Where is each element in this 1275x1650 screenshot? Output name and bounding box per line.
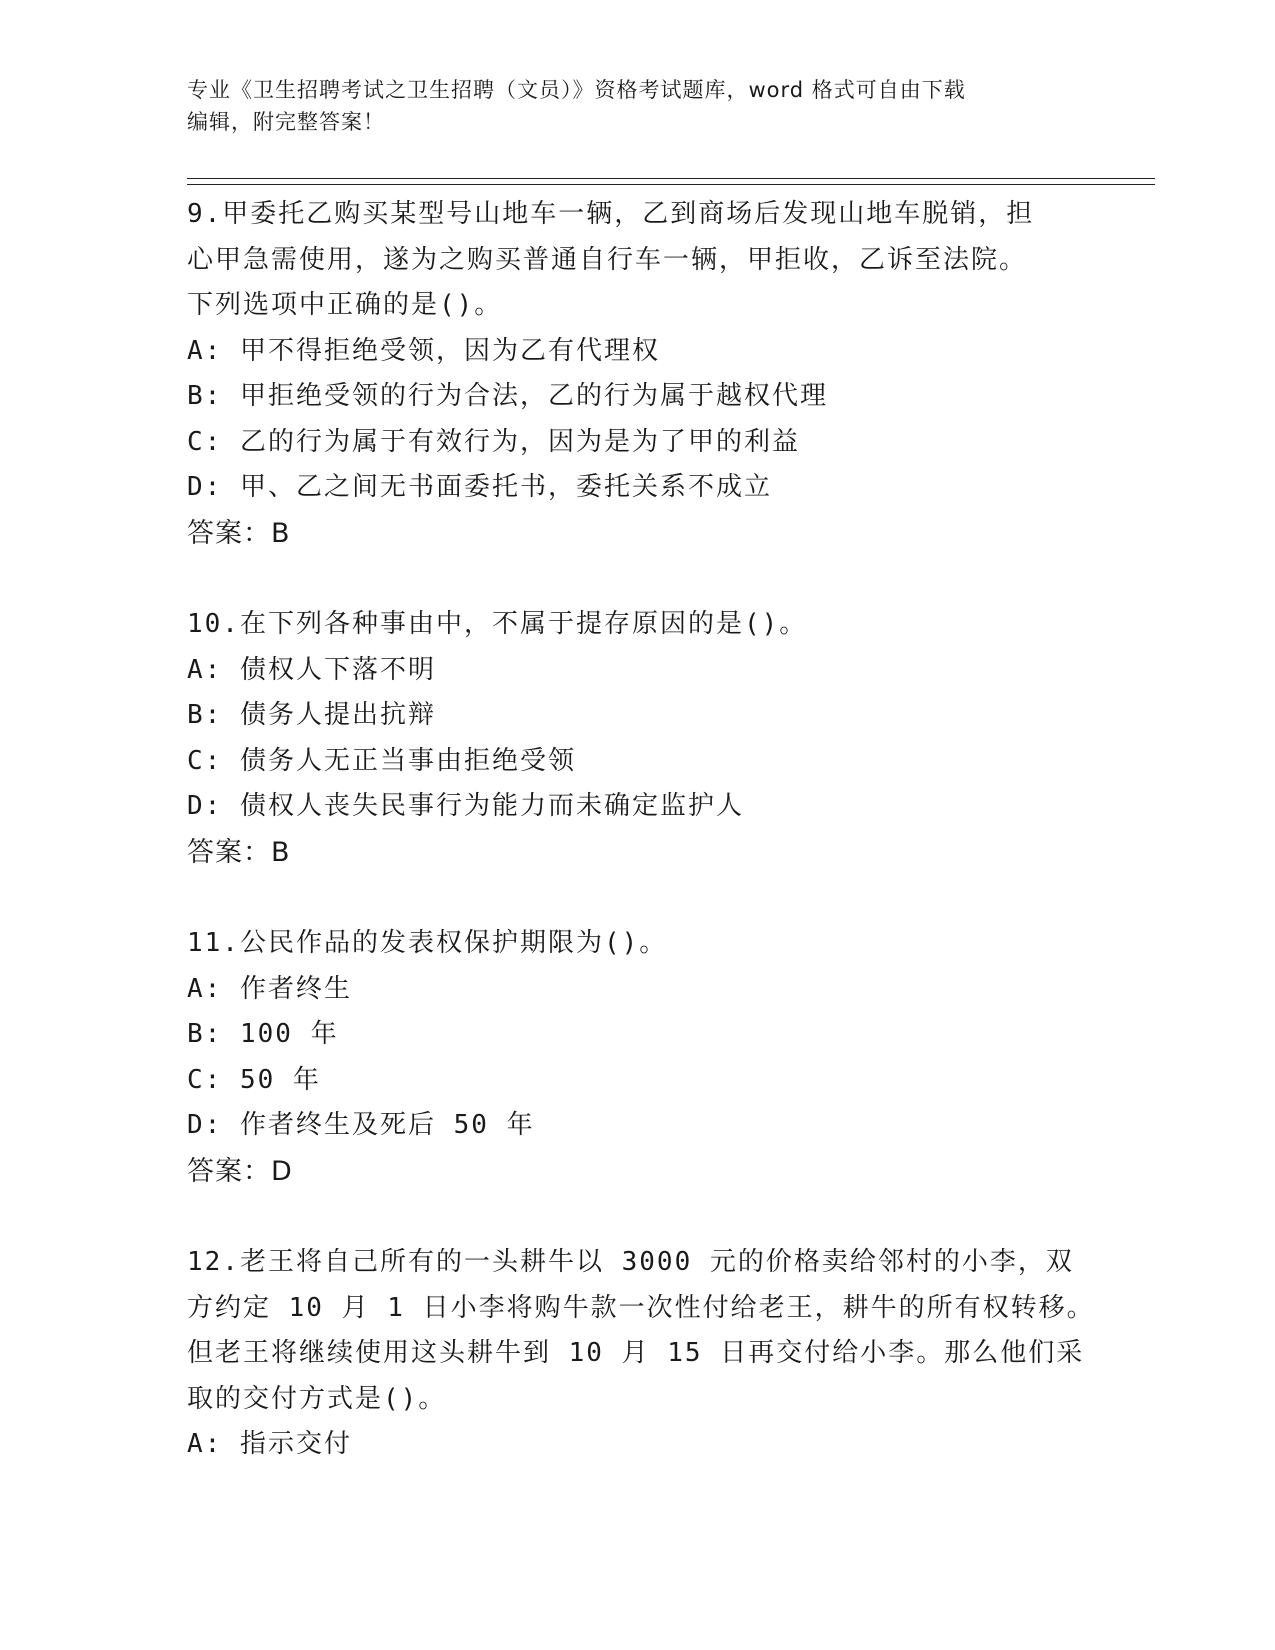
option-c: C: 乙的行为属于有效行为，因为是为了甲的利益 xyxy=(187,426,800,457)
question-stem-line: 12.老王将自己所有的一头耕牛以 3000 元的价格卖给邻村的小李，双 xyxy=(187,1247,1074,1277)
header-divider-bottom xyxy=(187,184,1155,185)
option-d: D: 债权人丧失民事行为能力而未确定监护人 xyxy=(187,791,744,821)
option-b: B: 甲拒绝受领的行为合法，乙的行为属于越权代理 xyxy=(187,381,828,411)
option-a: A: 指示交付 xyxy=(187,1429,352,1459)
option-a: A: 作者终生 xyxy=(187,973,352,1004)
question-list xyxy=(187,192,1095,1514)
question-stem-line: 11.公民作品的发表权保护期限为()。 xyxy=(187,928,668,958)
question-10 xyxy=(187,602,1087,875)
option-c: C: 债务人无正当事由拒绝受领 xyxy=(187,745,576,776)
question-stem-line: 下列选项中正确的是()。 xyxy=(187,290,503,320)
document-header xyxy=(187,74,1087,138)
option-b: B: 债务人提出抗辩 xyxy=(187,700,436,730)
header-line-1: 专业《卫生招聘考试之卫生招聘（文员）》资格考试题库，word 格式可自由下载 xyxy=(187,78,966,102)
answer-line: 答案：B xyxy=(187,836,291,868)
answer-line: 答案：D xyxy=(187,1155,293,1187)
header-line-2: 编辑，附完整答案！ xyxy=(187,110,385,134)
header-divider-top xyxy=(187,178,1155,179)
question-stem-line: 方约定 10 月 1 日小李将购牛款一次性付给老王，耕牛的所有权转移。 xyxy=(187,1292,1095,1323)
question-stem-line: 心甲急需使用，遂为之购买普通自行车一辆，甲拒收，乙诉至法院。 xyxy=(187,244,1028,275)
option-c: C: 50 年 xyxy=(187,1064,321,1095)
question-stem-line: 9.甲委托乙购买某型号山地车一辆，乙到商场后发现山地车脱销，担 xyxy=(187,199,1035,229)
answer-line: 答案：B xyxy=(187,517,291,549)
question-stem-line: 但老王将继续使用这头耕牛到 10 月 15 日再交付给小李。那么他们采 xyxy=(187,1338,1085,1368)
question-12 xyxy=(187,1240,1095,1468)
question-stem-line: 10.在下列各种事由中，不属于提存原因的是()。 xyxy=(187,609,808,639)
option-b: B: 100 年 xyxy=(187,1019,339,1049)
option-a: A: 债权人下落不明 xyxy=(187,654,436,685)
question-11 xyxy=(187,921,1087,1194)
option-d: D: 作者终生及死后 50 年 xyxy=(187,1110,535,1140)
question-9 xyxy=(187,192,1087,556)
option-a: A: 甲不得拒绝受领，因为乙有代理权 xyxy=(187,335,660,366)
option-d: D: 甲、乙之间无书面委托书，委托关系不成立 xyxy=(187,472,772,502)
question-stem-line: 取的交付方式是()。 xyxy=(187,1383,447,1414)
